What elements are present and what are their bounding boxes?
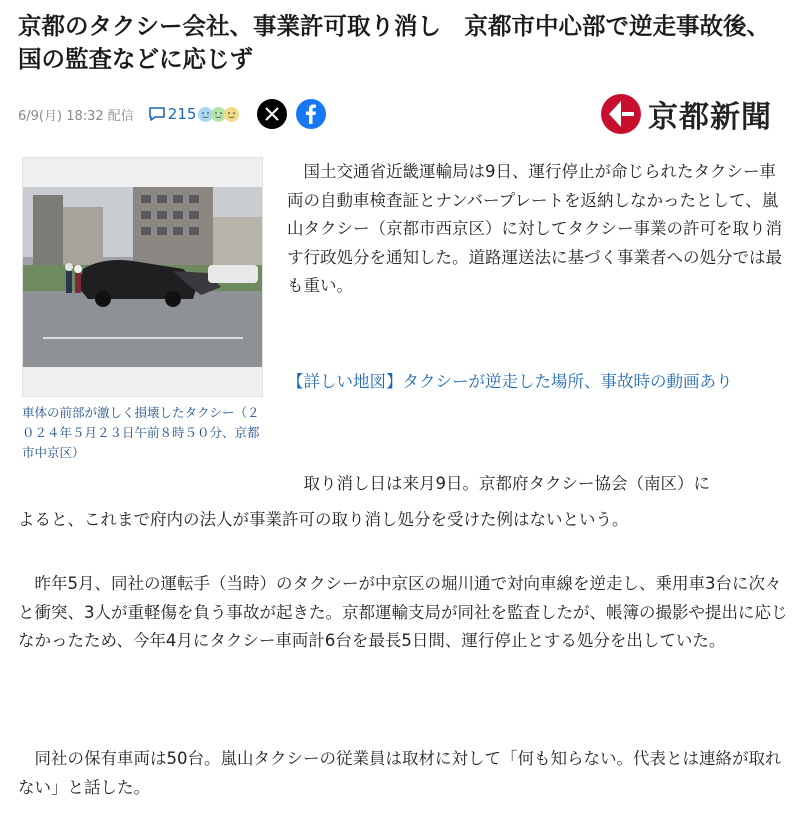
x-logo-icon (265, 107, 279, 121)
reaction-emoji-icon (224, 107, 239, 122)
detail-map-link[interactable]: 【詳しい地図】タクシーが逆走した場所、事故時の動画あり (287, 372, 733, 391)
share-x-button[interactable] (257, 99, 287, 129)
comment-icon (148, 106, 166, 122)
facebook-logo-icon (296, 99, 326, 129)
article-paragraph-2-start: 取り消し日は来月9日。京都府タクシー協会（南区）に (303, 474, 710, 493)
article-paragraph-4: 同社の保有車両は50台。嵐山タクシーの従業員は取材に対して「何も知らない。代表とは連絡が取れない」と話した。 (18, 749, 782, 797)
publisher-logo-text: 京都新聞 (648, 100, 772, 135)
comment-count: 215 (167, 105, 197, 123)
kyoto-shimbun-logo-mark (600, 93, 642, 135)
article-paragraph-3: 昨年5月、同社の運転手（当時）のタクシーが中京区の堀川通で対向車線を逆走し、乗用車3台に次々と衝突、3人が重軽傷を負う事故が起きた。京都運輸支局が同社を監査したが、帳簿の撮影や提出に応じなかったため、今年4月にタクシー車両計6台を最長5日間、運行停止とする処分を出していた。 (18, 574, 788, 650)
article-headline: 京都のタクシー会社、事業許可取り消し 京都市中心部で逆走事故後、国の監査などに応じず (18, 12, 770, 73)
photo-caption: 車体の前部が激しく損壊したタクシー（２０２４年５月２３日午前８時５０分、京都市中京区） (22, 405, 260, 460)
share-facebook-button[interactable] (296, 99, 326, 129)
publisher-logo[interactable] (600, 92, 772, 136)
article-figure (22, 157, 263, 463)
comments-button[interactable] (148, 105, 197, 123)
article-paragraph-1: 国土交通省近畿運輸局は9日、運行停止が命じられたタクシー車両の自動車検査証とナンバープレートを返納しなかったとして、嵐山タクシー（京都市西京区）に対してタクシー事業の許可を取り消す行政処分を通知した。道路運送法に基づく事業者への処分では最も重い。 (287, 162, 782, 295)
accident-photo-illustration (23, 187, 263, 367)
article-photo[interactable] (22, 157, 263, 397)
reaction-emoji-icons[interactable] (200, 107, 239, 122)
publish-date: 6/9(月) 18:32 配信 (18, 108, 134, 124)
article-paragraph-2-end: よると、これまで府内の法人が事業許可の取り消し処分を受けた例はないという。 (18, 510, 629, 529)
article-meta (18, 98, 326, 130)
